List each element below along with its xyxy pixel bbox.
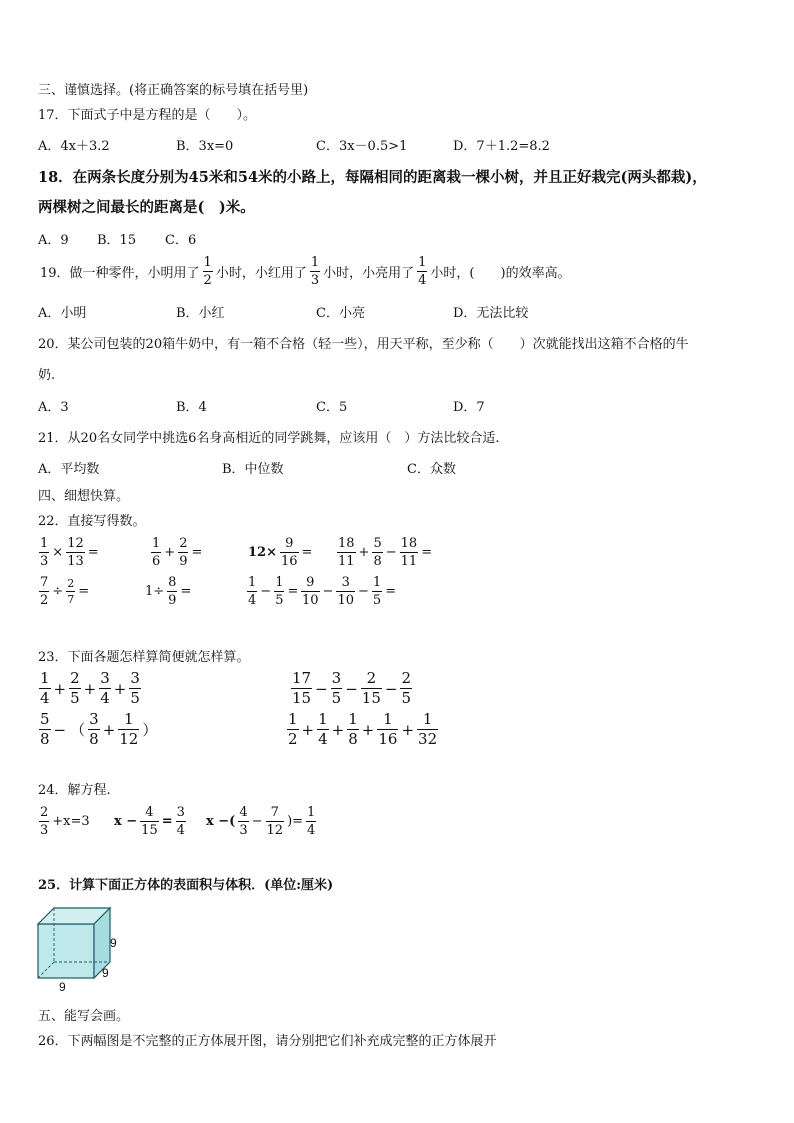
q19-text-4: 小时，( )的效率高。: [430, 266, 571, 281]
q19-option-b: B．小红: [176, 306, 225, 321]
question-23-stem: 23．下面各题怎样算简便就怎样算。: [38, 650, 250, 665]
q22-expression-7: $\frac{1}{4}$ − $\frac{1}{5}$ =: [248, 575, 299, 608]
q22-expression-1: $\frac{1}{3}$ × $\frac{12}{13}$ =: [40, 536, 99, 569]
q19-option-d: D．无法比较: [453, 306, 529, 321]
q17-option-a: A．4x＋3.2: [38, 139, 110, 154]
section-heading: 三、谨慎选择。(将正确答案的标号填在括号里): [38, 83, 309, 98]
question-25-stem: 25．计算下面正方体的表面积与体积．(单位:厘米): [38, 878, 334, 893]
q22-expression-4: $\frac{18}{11}$ + $\frac{5}{8}$ − $\frac{18}{11}$ =: [338, 536, 433, 569]
q18-option-c: C．6: [165, 233, 197, 248]
question-17-stem: 17．下面式子中是方程的是（ ）。: [38, 108, 257, 123]
cube-height-label: 9: [110, 936, 117, 950]
cube-width-label: 9: [59, 980, 66, 994]
q17-option-c: C．3x－0.5>1: [316, 139, 408, 154]
q21-option-c: C．众数: [407, 462, 456, 477]
q22-expression-2: $\frac{1}{6}$ + $\frac{2}{9}$ =: [152, 536, 203, 569]
q19-text-2: 小时，小红用了: [215, 266, 307, 281]
question-20-stem-line1: 20．某公司包装的20箱牛奶中，有一箱不合格（轻一些），用天平称，至少称（ ）次就能找出这箱不合格的牛: [38, 337, 689, 352]
q19-option-a: A．小明: [38, 306, 87, 321]
q18-option-b: B．15: [97, 233, 137, 248]
q24-equation-1: $\frac{2}{3}$ +x=3: [40, 805, 90, 838]
cube-depth-label: 9: [102, 966, 109, 980]
q21-option-a: A．平均数: [38, 462, 100, 477]
q20-option-b: B．4: [176, 400, 207, 415]
q19-option-c: C．小亮: [316, 306, 365, 321]
section-heading: 四、细想快算。: [38, 489, 130, 504]
q23-expression-1: $\frac{1}{4}$ + $\frac{2}{5}$ + $\frac{3}{4}$ + $\frac{3}{5}$: [40, 669, 140, 707]
question-22-stem: 22．直接写得数。: [38, 514, 146, 529]
fraction: $\frac{1}{2}$: [203, 255, 212, 288]
question-26-stem: 26．下两幅图是不完整的正方体展开图，请分别把它们补充成完整的正方体展开: [38, 1034, 497, 1049]
q17-option-d: D．7＋1.2=8.2: [453, 139, 550, 154]
fraction: $\frac{1}{3}$: [310, 255, 320, 288]
q22-expression-6: 1÷ $\frac{8}{9}$ =: [145, 575, 192, 608]
q23-expression-3: $\frac{5}{8}$ − （ $\frac{3}{8}$ + $\frac{1}{12}$ ）: [40, 710, 158, 748]
q20-option-c: C．5: [316, 400, 348, 415]
q23-expression-4: $\frac{1}{2}$ + $\frac{1}{4}$ + $\frac{1}{8}$ + $\frac{1}{16}$ + $\frac{1}{32}$: [288, 710, 438, 748]
q19-text-1: 19．做一种零件，小明用了: [40, 266, 200, 281]
q22-expression-8: $\frac{9}{10}$ − $\frac{3}{10}$ − $\frac{1}{5}$ =: [302, 575, 397, 608]
q20-option-d: D．7: [453, 400, 485, 415]
question-20-stem-line2: 奶.: [38, 368, 56, 383]
q24-equation-3: x −( $\frac{4}{3}$ − $\frac{7}{12}$ )= $\frac{1}{4}$: [206, 805, 316, 838]
q17-option-b: B．3x=0: [176, 139, 234, 154]
question-19-stem: [38, 256, 573, 287]
q23-expression-2: $\frac{17}{15}$ − $\frac{3}{5}$ − $\frac{2}{15}$ − $\frac{2}{5}$: [292, 669, 412, 707]
fraction: $\frac{1}{4}$: [418, 255, 427, 288]
q24-equation-2: x − $\frac{4}{15}$ = $\frac{3}{4}$: [114, 805, 185, 838]
question-18-stem-line1: 18．在两条长度分别为45米和54米的小路上，每隔相同的距离栽一棵小树，并且正好栽完(两头都栽)，: [38, 169, 707, 186]
q22-expression-5: $\frac{7}{2}$ ÷ $\frac{2}{7}$ =: [40, 575, 90, 608]
section-heading: 五、能写会画。: [38, 1009, 130, 1024]
question-21-stem: 21．从20名女同学中挑选6名身高相近的同学跳舞，应该用（ ）方法比较合适.: [38, 431, 500, 446]
question-18-stem-line2: 两棵树之间最长的距离是( )米。: [38, 199, 255, 216]
q19-text-3: 小时，小亮用了: [323, 266, 415, 281]
q18-option-a: A．9: [38, 233, 69, 248]
q22-expression-3: 12× $\frac{9}{16}$ =: [248, 536, 313, 569]
question-24-stem: 24．解方程.: [38, 783, 111, 798]
q21-option-b: B．中位数: [222, 462, 284, 477]
q20-option-a: A．3: [38, 400, 69, 415]
